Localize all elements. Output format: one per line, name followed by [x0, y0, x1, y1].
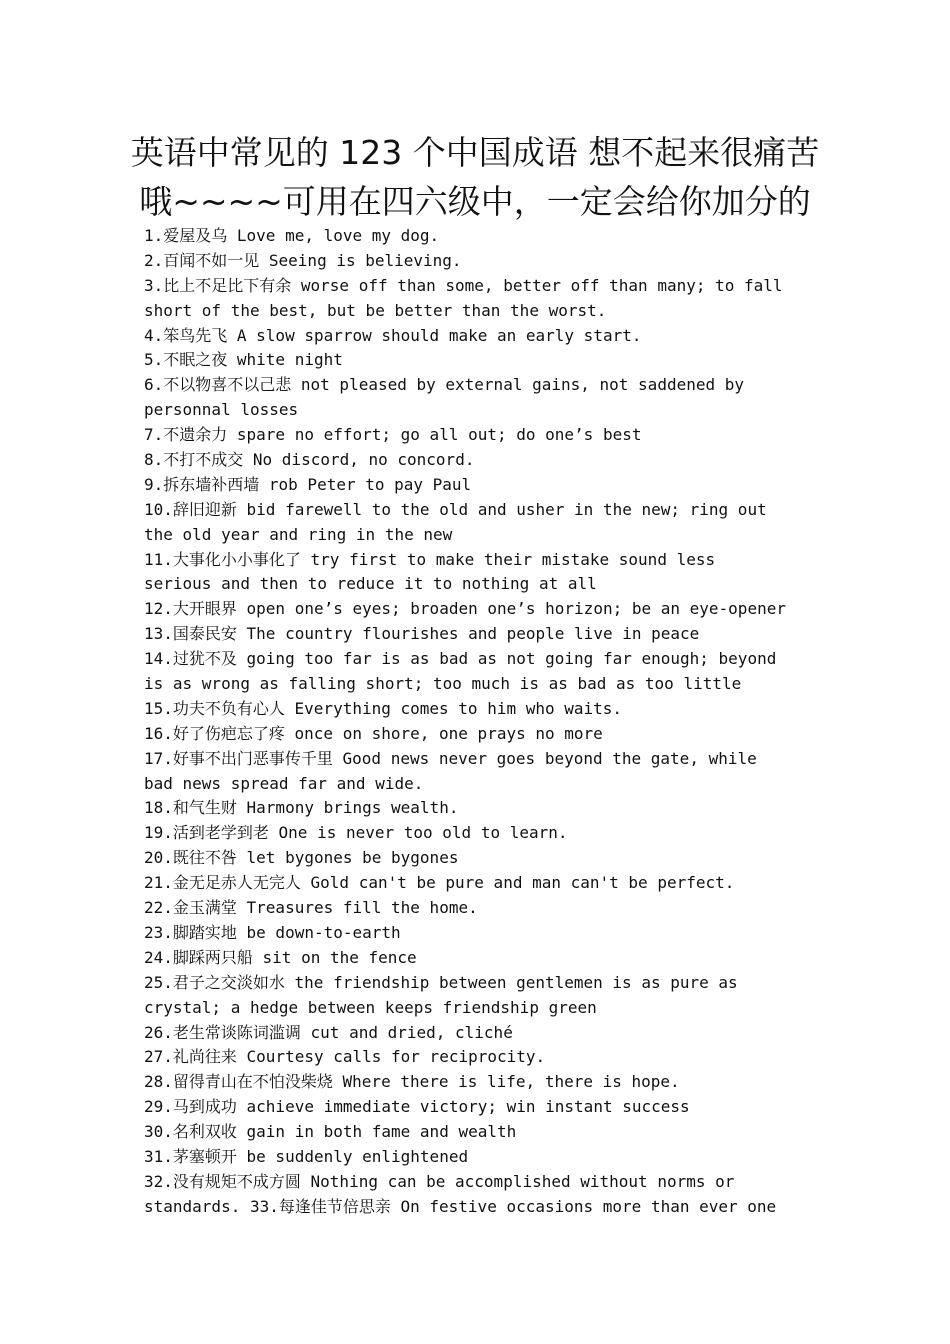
text-line: 15.功夫不负有心人 Everything comes to him who waits.	[144, 698, 623, 718]
text-line: 18.和气生财 Harmony brings wealth.	[144, 798, 459, 818]
text-line: 5.不眠之夜 white night	[144, 350, 343, 370]
text-line: 2.百闻不如一见 Seeing is believing.	[144, 250, 462, 270]
text-line: 7.不遗余力 spare no effort; go all out; do one’s best	[144, 425, 642, 445]
text-line: 8.不打不成交 No discord, no concord.	[144, 450, 475, 470]
text-line: 23.脚踏实地 be down-to-earth	[144, 922, 401, 942]
document-title	[120, 128, 830, 226]
text-line: is as wrong as falling short; too much is as bad as too little	[144, 674, 742, 694]
idiom-list	[144, 224, 824, 1220]
text-line: 27.礼尚往来 Courtesy calls for reciprocity.	[144, 1047, 546, 1067]
text-line: personnal losses	[144, 400, 299, 420]
text-line: 17.好事不出门恶事传千里 Good news never goes beyond the gate, while	[144, 748, 757, 768]
text-line: 10.辞旧迎新 bid farewell to the old and usher in the new; ring out	[144, 499, 767, 519]
title-line-2: 哦~~~~可用在四六级中，一定会给你加分的	[139, 182, 811, 221]
text-line: 19.活到老学到老 One is never too old to learn.	[144, 823, 568, 843]
text-line: 11.大事化小小事化了 try first to make their mistake sound less	[144, 549, 716, 569]
text-line: 20.既往不咎 let bygones be bygones	[144, 848, 459, 868]
text-line: crystal; a hedge between keeps friendship green	[144, 997, 597, 1017]
text-line: 32.没有规矩不成方圆 Nothing can be accomplished without norms or	[144, 1171, 735, 1191]
text-line: 14.过犹不及 going too far is as bad as not going far enough; beyond	[144, 649, 777, 669]
text-line: 21.金无足赤人无完人 Gold can't be pure and man can't be perfect.	[144, 873, 735, 893]
text-line: 24.脚踩两只船 sit on the fence	[144, 947, 417, 967]
text-line: 28.留得青山在不怕没柴烧 Where there is life, there is hope.	[144, 1072, 680, 1092]
text-line: the old year and ring in the new	[144, 524, 453, 544]
text-line: 4.笨鸟先飞 A slow sparrow should make an early start.	[144, 325, 642, 345]
text-line: 12.大开眼界 open one’s eyes; broaden one’s horizon; be an eye-opener	[144, 599, 786, 619]
text-line: short of the best, but be better than the worst.	[144, 300, 607, 320]
text-line: 6.不以物喜不以己悲 not pleased by external gains, not saddened by	[144, 375, 745, 395]
title-line-1: 英语中常见的 123 个中国成语 想不起来很痛苦	[130, 133, 820, 172]
text-line: 29.马到成功 achieve immediate victory; win instant success	[144, 1097, 690, 1117]
text-line: 16.好了伤疤忘了疼 once on shore, one prays no more	[144, 723, 603, 743]
text-line: 13.国泰民安 The country flourishes and people live in peace	[144, 624, 700, 644]
text-line: bad news spread far and wide.	[144, 773, 424, 793]
text-line: 26.老生常谈陈词滥调 cut and dried, cliché	[144, 1022, 513, 1042]
text-line: 9.拆东墙补西墙 rob Peter to pay Paul	[144, 474, 472, 494]
text-line: 3.比上不足比下有余 worse off than some, better off than many; to fall	[144, 275, 783, 295]
text-line: 25.君子之交淡如水 the friendship between gentlemen is as pure as	[144, 972, 738, 992]
text-line: 22.金玉满堂 Treasures fill the home.	[144, 898, 478, 918]
text-line: 30.名利双收 gain in both fame and wealth	[144, 1122, 517, 1142]
text-line: 31.茅塞顿开 be suddenly enlightened	[144, 1146, 469, 1166]
text-line: 1.爱屋及乌 Love me, love my dog.	[144, 226, 440, 245]
text-line: standards. 33.每逢佳节倍思亲 On festive occasions more than ever one	[144, 1196, 777, 1216]
text-line: serious and then to reduce it to nothing at all	[144, 574, 597, 594]
